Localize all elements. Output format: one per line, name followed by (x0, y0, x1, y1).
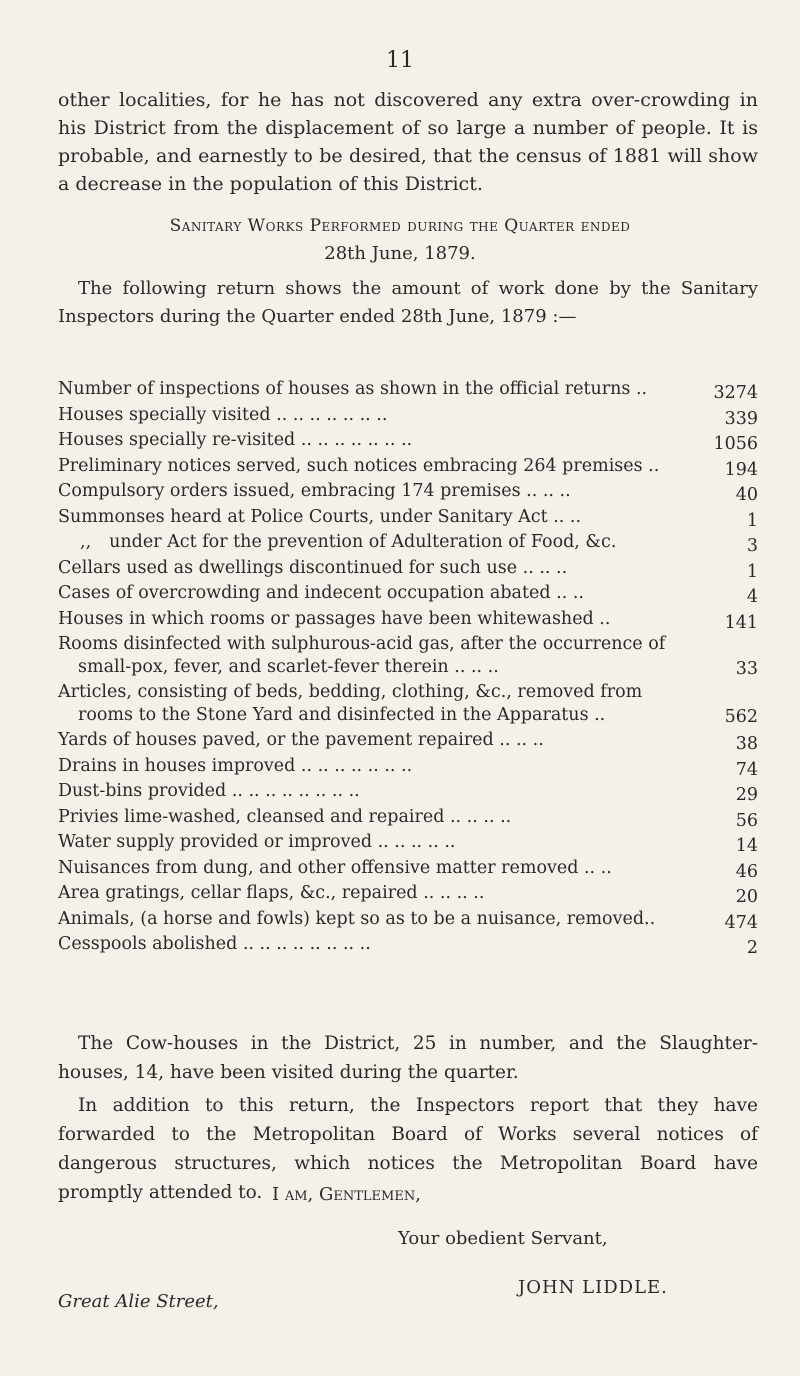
row-label: Houses in which rooms or passages have been whitewashed .. (58, 608, 611, 629)
row-label: Cases of overcrowding and indecent occupation abated .. .. (58, 583, 584, 603)
section-date: 28th June, 1879. (324, 243, 476, 264)
table-row (58, 582, 758, 608)
table-row (58, 608, 758, 634)
signature: JOHN LIDDLE. (518, 1277, 668, 1298)
row-value: 14 (735, 836, 758, 856)
row-value: 29 (735, 785, 758, 805)
row-label: Yards of houses paved, or the pavement repaired .. .. .. (58, 730, 544, 750)
row-value: 4 (746, 587, 758, 607)
table-row (58, 780, 758, 806)
row-value: 141 (724, 612, 758, 633)
row-label: Drains in houses improved .. .. .. .. .. .. .. (58, 755, 413, 776)
table-row (58, 729, 758, 755)
intro-paragraph: other localities, for he has not discovered any extra over-crowding in his District from the displacement of so large a number of people. It is probable, and earnestly to be desired, that the census of 1881 will show a decrease in the population of this District. (58, 89, 758, 195)
table-row (58, 681, 758, 729)
row-label: Cellars used as dwellings discontinued for such use .. .. .. (58, 557, 568, 578)
row-value: 56 (735, 810, 758, 831)
row-label: Area gratings, cellar flaps, &c., repaired .. .. .. .. (58, 883, 485, 903)
row-value: 1 (746, 510, 758, 531)
closing-salutation: I am, Gentlemen, (272, 1184, 421, 1205)
row-value: 194 (724, 459, 758, 480)
table-row (58, 378, 758, 404)
row-value: 38 (735, 734, 758, 754)
sanitary-return-table (58, 378, 758, 959)
row-label: Dust-bins provided .. .. .. .. .. .. .. .. (58, 781, 360, 801)
table-row (58, 455, 758, 481)
row-value: 562 (724, 707, 758, 727)
row-label: Houses specially re-visited .. .. .. .. .. .. .. (58, 430, 413, 450)
row-value: 3 (746, 536, 758, 556)
row-label: Summonses heard at Police Courts, under Sanitary Act .. .. (58, 506, 582, 527)
row-label (58, 681, 698, 727)
row-label: Preliminary notices served, such notices embracing 264 premises .. (58, 455, 660, 476)
row-label: Water supply provided or improved .. .. .. .. .. (58, 832, 456, 852)
page-number: 11 (386, 48, 414, 73)
row-label: Number of inspections of houses as shown in the official returns .. (58, 379, 648, 399)
section-heading: Sanitary Works Performed during the Quarter ended (169, 216, 631, 236)
address: Great Alie Street, (58, 1291, 219, 1312)
row-value: 46 (735, 861, 758, 882)
return-intro: The following return shows the amount of work done by the Sanitary Inspectors during the Quarter ended 28th June, 1879 :— (58, 278, 758, 327)
table-row (58, 480, 758, 506)
row-label: Nuisances from dung, and other offensive matter removed .. .. (58, 857, 612, 878)
table-row (58, 429, 758, 455)
table-row (58, 933, 758, 959)
row-label (58, 531, 698, 554)
row-value: 33 (735, 659, 758, 679)
row-label: Privies lime-washed, cleansed and repaired .. .. .. .. (58, 806, 512, 827)
row-value: 339 (724, 408, 758, 429)
table-row (58, 557, 758, 583)
row-label (58, 633, 698, 679)
table-row (58, 857, 758, 883)
table-row (58, 908, 758, 934)
cow-houses-paragraph: The Cow-houses in the District, 25 in number, and the Slaughter-houses, 14, have been visited during the quarter. (58, 1033, 758, 1083)
row-value: 3274 (713, 383, 758, 403)
row-value: 74 (735, 759, 758, 780)
row-label: Compulsory orders issued, embracing 174 premises .. .. .. (58, 481, 571, 501)
table-row (58, 882, 758, 908)
table-row (58, 831, 758, 857)
row-label-text: under Act for the prevention of Adulteration of Food, &c. (109, 532, 617, 552)
row-value: 1056 (713, 434, 758, 454)
addition-paragraph: In addition to this return, the Inspectors report that they have forwarded to the Metropolitan Board of Works several notices of dangerous structures, which notices the Metropolitan Board have promptly attended to. (58, 1095, 758, 1203)
table-row (58, 404, 758, 430)
row-value: 2 (746, 938, 758, 958)
table-row (58, 633, 758, 681)
row-label: Animals, (a horse and fowls) kept so as to be a nuisance, removed.. (58, 908, 656, 929)
row-label-text: Rooms disinfected with sulphurous-acid gas, after the occurrence of (58, 634, 666, 654)
table-row (58, 506, 758, 532)
closing-servant: Your obedient Servant, (398, 1228, 608, 1249)
row-value: 40 (735, 485, 758, 505)
row-label: Cesspools abolished .. .. .. .. .. .. .. .. (58, 934, 371, 954)
table-row (58, 531, 758, 557)
row-label-text: Articles, consisting of beds, bedding, clothing, &c., removed from (58, 682, 643, 702)
ditto-mark: ,, (80, 532, 92, 552)
row-value: 20 (735, 887, 758, 907)
row-label: Houses specially visited .. .. .. .. .. .. .. (58, 404, 388, 425)
row-label-continuation: small-pox, fever, and scarlet-fever therein .. .. .. (78, 657, 499, 677)
row-value: 1 (746, 561, 758, 582)
row-label-continuation: rooms to the Stone Yard and disinfected in the Apparatus .. (78, 705, 606, 725)
table-row (58, 755, 758, 781)
table-row (58, 806, 758, 832)
row-value: 474 (724, 912, 758, 933)
